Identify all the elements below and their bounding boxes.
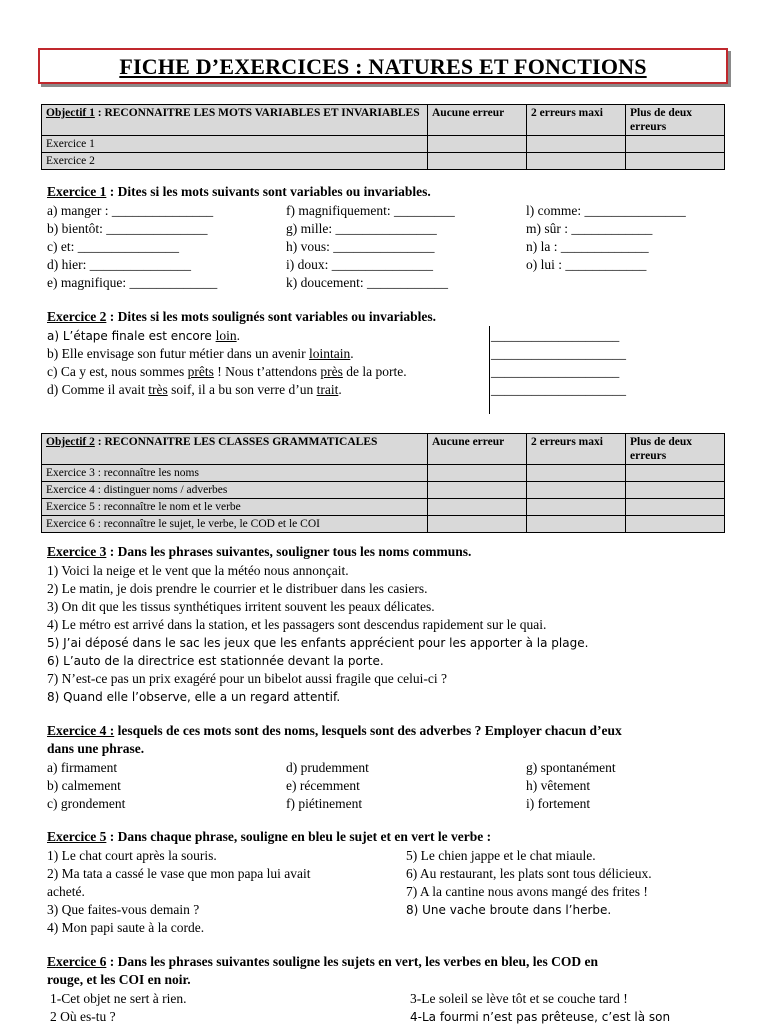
answer-divider	[489, 326, 490, 414]
ex3-sentence: 7) N’est-ce pas un prix exagéré pour un bibelot aussi fragile que celui-ci ?	[47, 671, 447, 686]
ex5-instruction: : Dans chaque phrase, souligne en bleu le sujet et en vert le verbe :	[106, 829, 492, 844]
ex1-item: n) la : _____________	[526, 239, 649, 254]
ex3-sentence-text: 5) J’ai déposé dans le sac les jeux que les enfants apprécient pour les apporter à la plage.	[47, 636, 589, 650]
ex6-sentence-text: 4-La fourmi n’est pas prêteuse, c’est là son	[410, 1010, 671, 1024]
ex6-sentence: 2 Où es-tu ?	[50, 1009, 116, 1024]
objectif2-row: Exercice 3 : reconnaître les noms	[42, 465, 428, 482]
objectif2-col-deux: 2 erreurs maxi	[527, 434, 626, 465]
ex3-sentence-text: 6) L’auto de la directrice est stationnée devant la porte.	[47, 654, 384, 668]
ex2-sentence	[47, 381, 407, 399]
ex3-label: Exercice 3	[47, 544, 107, 559]
objectif2-col-aucune: Aucune erreur	[428, 434, 527, 465]
ex2-text: .	[338, 382, 342, 397]
objectif2-row: Exercice 5 : reconnaître le nom et le verbe	[42, 499, 428, 516]
ex4-label: Exercice 4 :	[47, 723, 115, 738]
answer-blank: ____________________	[491, 382, 626, 397]
ex5-sentence: 7) A la cantine nous avons mangé des frites !	[406, 884, 648, 899]
ex1-item: h) vous: _______________	[286, 239, 435, 254]
ex4-word: c) grondement	[47, 796, 126, 811]
ex3-sentence: 4) Le métro est arrivé dans la station, et les passagers sont descendus rapidement sur le quai.	[47, 617, 547, 632]
ex1-item: l) comme: _______________	[526, 203, 686, 218]
ex2-text: c) Ca y est, nous sommes	[47, 364, 188, 379]
underlined-word: trait	[316, 382, 339, 397]
score-cell	[527, 465, 626, 482]
ex6-sentence: 1-Cet objet ne sert à rien.	[50, 991, 187, 1006]
objectif2-row: Exercice 4 : distinguer noms / adverbes	[42, 482, 428, 499]
ex3-sentence: 3) On dit que les tissus synthétiques irritent souvent les peaux délicates.	[47, 599, 435, 614]
ex1-item: k) doucement: ____________	[286, 275, 448, 290]
ex2-text: ! Nous t’attendons	[213, 364, 321, 379]
ex5-sentence	[406, 901, 652, 919]
ex4-word: f) piétinement	[286, 796, 363, 811]
ex1-item: a) manger : _______________	[47, 203, 214, 218]
ex1-col3	[526, 202, 686, 274]
ex3-sentence	[47, 634, 588, 652]
score-cell	[428, 499, 527, 516]
underlined-word: lointain	[309, 346, 351, 361]
ex2-heading	[47, 309, 436, 325]
ex2-text: a) L’étape finale est encore	[47, 329, 216, 343]
ex5-col1	[47, 847, 311, 937]
ex2-answers	[491, 327, 626, 399]
ex1-label: Exercice 1	[47, 184, 107, 199]
ex2-text: d) Comme il avait	[47, 382, 149, 397]
ex1-instruction: : Dites si les mots suivants sont variables ou invariables.	[106, 184, 431, 199]
score-cell	[626, 465, 725, 482]
ex5-sentence: acheté.	[47, 884, 85, 899]
ex5-label: Exercice 5	[47, 829, 107, 844]
ex5-sentence-text: 8) Une vache broute dans l’herbe.	[406, 903, 612, 917]
page-title: FICHE D’EXERCICES : NATURES ET FONCTIONS	[119, 54, 647, 79]
ex4-word: h) vêtement	[526, 778, 591, 793]
ex6-col1	[50, 990, 186, 1026]
ex2-sentence	[47, 327, 407, 345]
ex3-sentences	[47, 562, 588, 706]
ex5-sentence: 5) Le chien jappe et le chat miaule.	[406, 848, 596, 863]
underlined-word: loin	[215, 328, 237, 343]
score-cell	[428, 136, 527, 153]
ex4-instruction: lesquels de ces mots sont des noms, lesquels sont des adverbes ? Employer chacun d’eux	[114, 723, 622, 738]
objectif2-row: Exercice 6 : reconnaître le sujet, le verbe, le COD et le COI	[42, 516, 428, 533]
objectif2-col-plus: Plus de deux erreurs	[626, 434, 725, 465]
ex1-item: o) lui : ____________	[526, 257, 647, 272]
objectif1-col-aucune: Aucune erreur	[428, 105, 527, 136]
objectif1-label: Objectif 1	[46, 107, 95, 119]
objectif1-col-plus: Plus de deux erreurs	[626, 105, 725, 136]
score-cell	[626, 136, 725, 153]
ex4-col2	[286, 759, 369, 813]
ex1-item: i) doux: _______________	[286, 257, 433, 272]
ex3-heading	[47, 544, 471, 560]
ex1-col1	[47, 202, 217, 292]
ex1-item: f) magnifiquement: _________	[286, 203, 455, 218]
score-cell	[626, 499, 725, 516]
ex3-sentence: 1) Voici la neige et le vent que la météo nous annonçait.	[47, 563, 349, 578]
ex4-heading	[47, 723, 622, 739]
ex2-text: b) Elle envisage son futur métier dans un avenir	[47, 346, 310, 361]
ex4-word: a) firmament	[47, 760, 118, 775]
ex2-sentence	[47, 363, 407, 381]
ex5-sentence: 3) Que faites-vous demain ?	[47, 902, 200, 917]
objectif1-row: Exercice 2	[42, 153, 428, 170]
ex4-word: g) spontanément	[526, 760, 616, 775]
ex2-sentences	[47, 327, 407, 399]
score-cell	[527, 482, 626, 499]
ex6-instruction: : Dans les phrases suivantes souligne les sujets en vert, les verbes en bleu, les COD en	[106, 954, 598, 969]
ex6-sentence	[410, 1008, 670, 1026]
ex1-item: b) bientôt: _______________	[47, 221, 208, 236]
ex4-word: d) prudemment	[286, 760, 369, 775]
ex2-instruction: : Dites si les mots soulignés sont variables ou invariables.	[106, 309, 437, 324]
ex2-sentence	[47, 345, 407, 363]
ex3-sentence	[47, 652, 588, 670]
ex5-col2	[406, 847, 652, 919]
score-cell	[428, 482, 527, 499]
ex1-item: e) magnifique: _____________	[47, 275, 218, 290]
ex5-sentence: 6) Au restaurant, les plats sont tous délicieux.	[406, 866, 652, 881]
ex2-text: .	[350, 346, 354, 361]
objectif1-row: Exercice 1	[42, 136, 428, 153]
score-cell	[527, 153, 626, 170]
objectif2-header	[42, 434, 428, 465]
ex5-heading	[47, 829, 491, 845]
underlined-word: très	[148, 382, 168, 397]
score-cell	[626, 516, 725, 533]
objectif2-text: : RECONNAITRE LES CLASSES GRAMMATICALES	[94, 436, 378, 448]
objectif1-col-deux: 2 erreurs maxi	[527, 105, 626, 136]
ex1-item: d) hier: _______________	[47, 257, 191, 272]
ex2-text: soif, il a bu son verre d’un	[167, 382, 317, 397]
ex3-sentence-text: 8) Quand elle l’observe, elle a un regard attentif.	[47, 690, 341, 704]
ex6-col2	[410, 990, 670, 1026]
title-box	[38, 48, 728, 84]
answer-blank: ____________________	[491, 346, 626, 361]
objectif1-header	[42, 105, 428, 136]
score-cell	[626, 482, 725, 499]
objectif2-label: Objectif 2	[46, 436, 95, 448]
ex6-label: Exercice 6	[47, 954, 107, 969]
ex5-sentence: 1) Le chat court après la souris.	[47, 848, 217, 863]
ex1-item: m) sûr : ____________	[526, 221, 653, 236]
ex1-col2	[286, 202, 455, 292]
score-cell	[527, 136, 626, 153]
score-cell	[428, 516, 527, 533]
ex4-col3	[526, 759, 616, 813]
objectif1-table	[41, 104, 725, 170]
ex4-col1	[47, 759, 125, 813]
underlined-word: près	[320, 364, 343, 379]
ex6-instruction-cont: rouge, et les COI en noir.	[47, 972, 191, 987]
objectif1-text: : RECONNAITRE LES MOTS VARIABLES ET INVARIABLES	[94, 107, 420, 119]
ex2-label: Exercice 2	[47, 309, 107, 324]
ex4-word: b) calmement	[47, 778, 121, 793]
ex1-heading	[47, 184, 431, 200]
score-cell	[527, 499, 626, 516]
answer-blank: ___________________	[491, 328, 620, 343]
ex4-instruction-cont: dans une phrase.	[47, 741, 145, 756]
score-cell	[527, 516, 626, 533]
ex3-sentence	[47, 688, 588, 706]
ex2-text: .	[236, 328, 240, 343]
score-cell	[428, 153, 527, 170]
ex5-sentence: 2) Ma tata a cassé le vase que mon papa lui avait	[47, 866, 311, 881]
ex1-item: g) mille: _______________	[286, 221, 437, 236]
score-cell	[626, 153, 725, 170]
ex6-heading	[47, 954, 598, 970]
ex4-word: e) récemment	[286, 778, 360, 793]
answer-blank: ___________________	[491, 364, 620, 379]
ex4-word: i) fortement	[526, 796, 591, 811]
ex5-sentence: 4) Mon papi saute à la corde.	[47, 920, 205, 935]
ex3-instruction: : Dans les phrases suivantes, souligner tous les noms communs.	[106, 544, 472, 559]
underlined-word: prêts	[187, 364, 214, 379]
objectif2-table	[41, 433, 725, 533]
score-cell	[428, 465, 527, 482]
ex3-sentence: 2) Le matin, je dois prendre le courrier et le distribuer dans les casiers.	[47, 581, 428, 596]
ex1-item: c) et: _______________	[47, 239, 179, 254]
ex2-text: de la porte.	[342, 364, 407, 379]
ex6-sentence: 3-Le soleil se lève tôt et se couche tard !	[410, 991, 628, 1006]
